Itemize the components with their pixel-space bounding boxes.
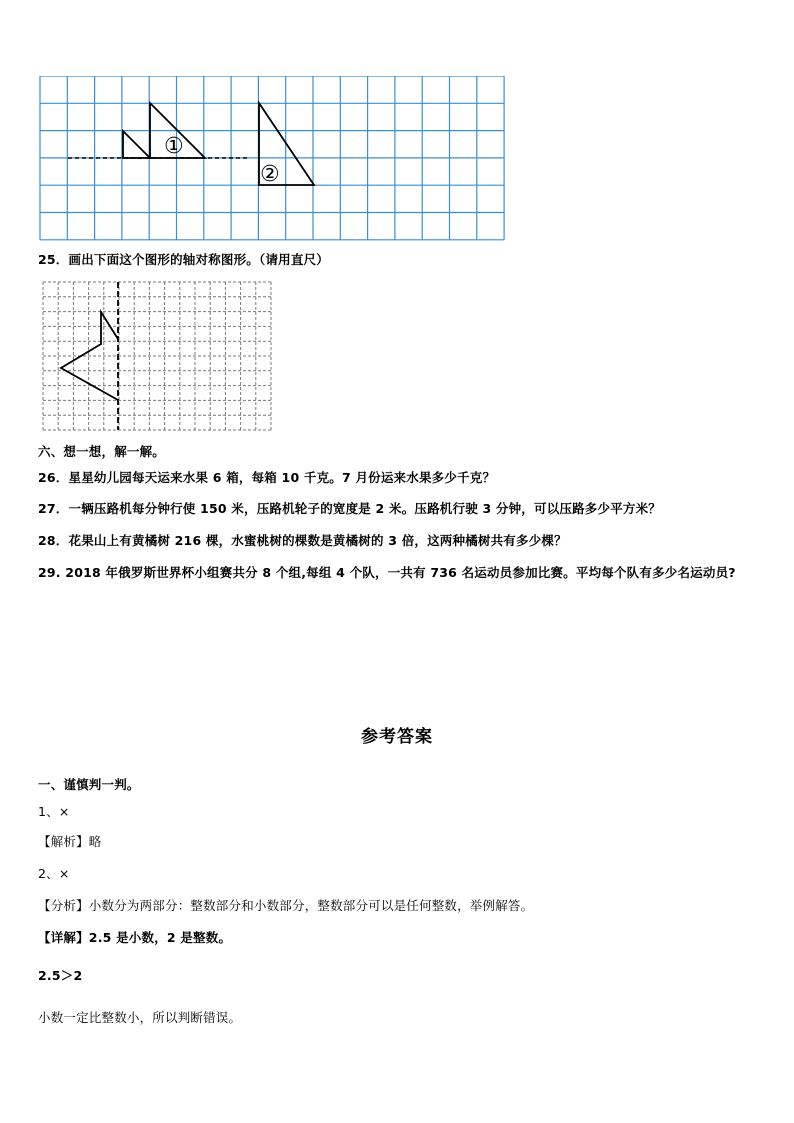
section-6-heading: 六、想一想，解一解。: [38, 444, 166, 459]
symmetry-grid-figure: [38, 76, 508, 242]
answers-title: 参考答案: [361, 727, 433, 747]
axis-symmetry-grid: [41, 278, 275, 434]
answer-2-analysis: 【分析】小数分为两部分：整数部分和小数部分，整数部分可以是任何整数，举例解答。: [38, 898, 534, 913]
small-triangle: [123, 131, 150, 158]
answer-2: 2、×: [38, 866, 70, 881]
question-26: 26．星星幼儿园每天运来水果 6 箱，每箱 10 千克。7 月份运来水果多少千克？: [38, 470, 496, 485]
answer-2-compare: 2.5＞2: [38, 968, 83, 983]
triangle-2-label: ②: [260, 162, 280, 187]
answer-2-conclusion: 小数一定比整数小，所以判断错误。: [38, 1010, 242, 1025]
answer-1-note: 【解析】略: [38, 834, 102, 849]
question-28: 28．花果山上有黄橘树 216 棵，水蜜桃树的棵数是黄橘树的 3 倍，这两种橘树共有多少棵？: [38, 533, 567, 548]
question-29: 29. 2018 年俄罗斯世界杯小组赛共分 8 个组,每组 4 个队，一共有 736 名运动员参加比赛。平均每个队有多少名运动员?: [38, 565, 736, 580]
answers-section-1: 一、谨慎判一判。: [38, 777, 140, 792]
blue-grid: [40, 76, 504, 240]
answer-2-detail: 【详解】2.5 是小数，2 是整数。: [38, 930, 232, 945]
dashed-grid: [43, 282, 271, 430]
question-25: 25．画出下面这个图形的轴对称图形。（请用直尺）: [38, 252, 329, 267]
answer-1: 1、×: [38, 804, 70, 819]
question-27: 27．一辆压路机每分钟行使 150 米，压路机轮子的宽度是 2 米。压路机行驶 3 分钟，可以压路多少平方米？: [38, 501, 661, 516]
triangle-1-label: ①: [164, 134, 184, 159]
